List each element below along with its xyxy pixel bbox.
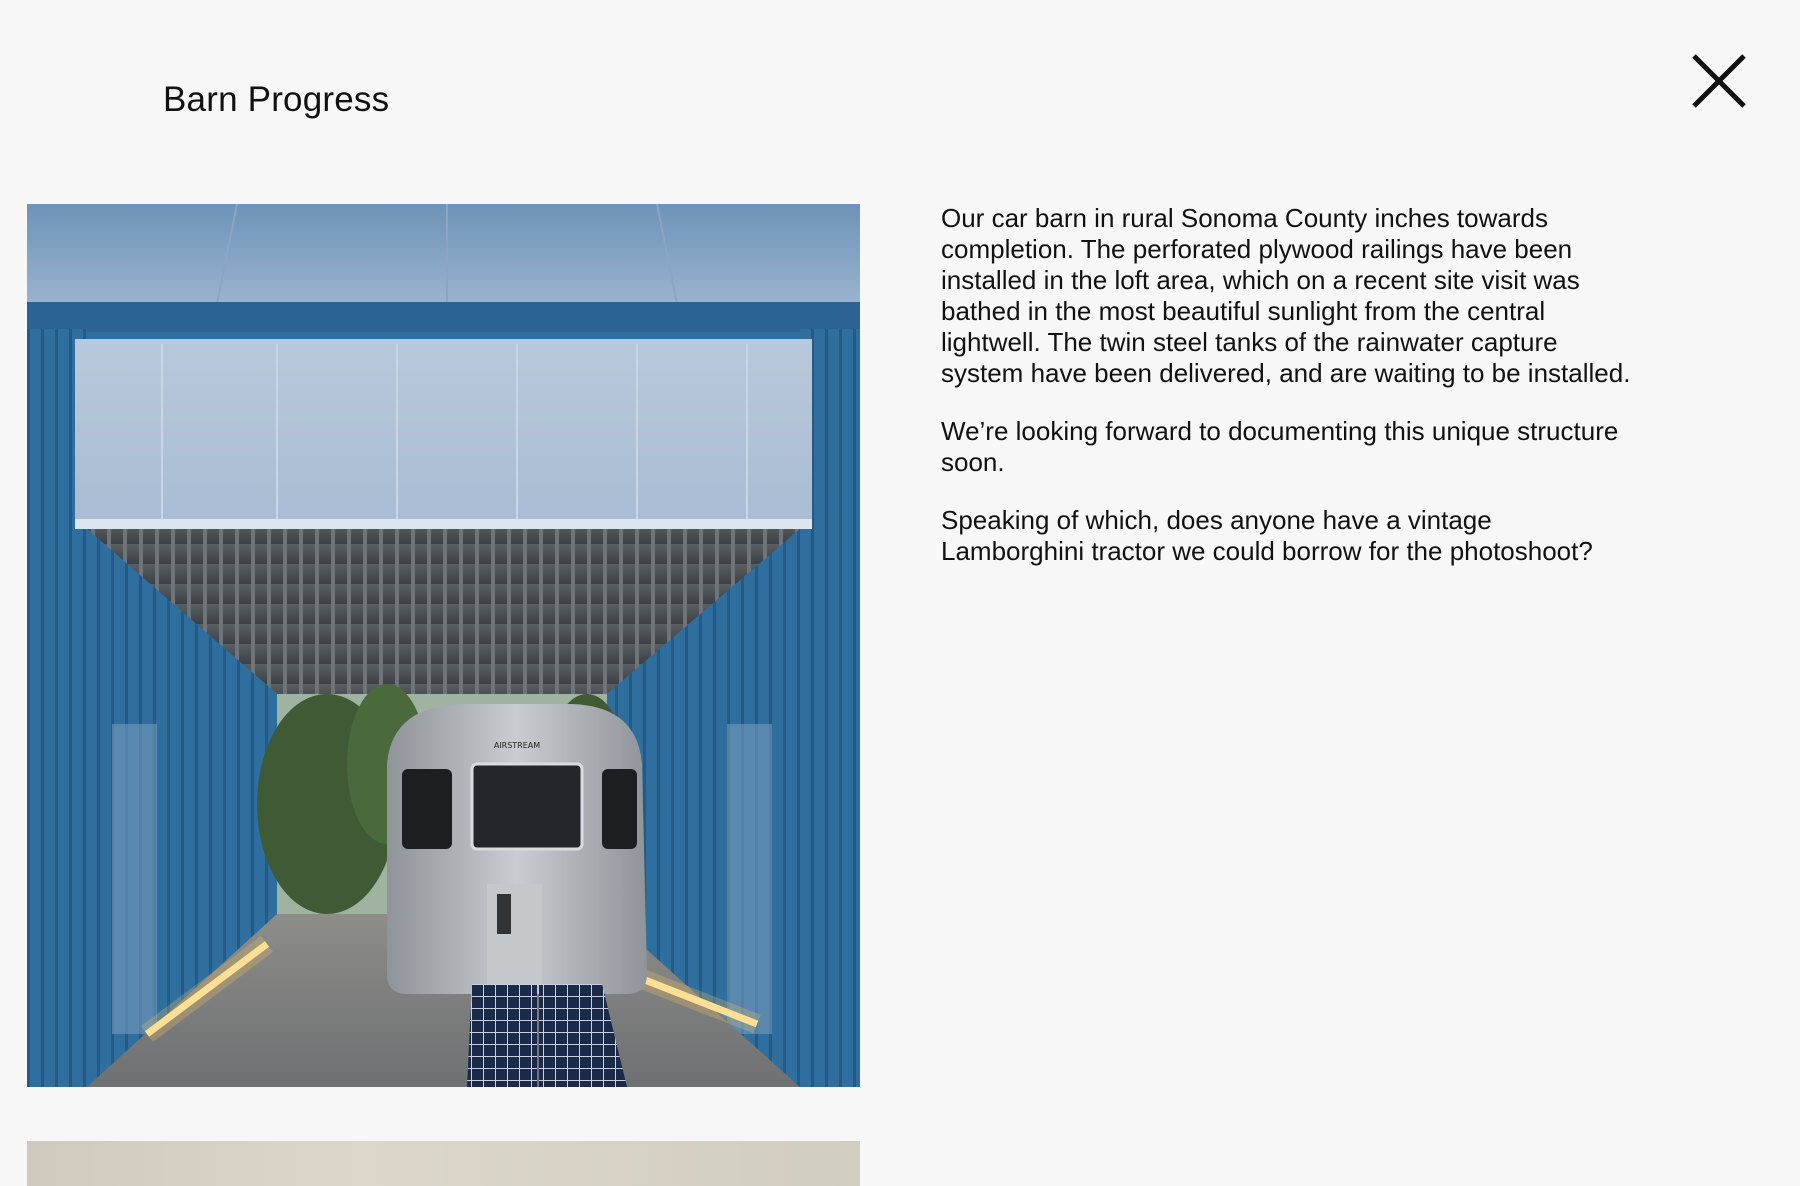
close-button[interactable]: [1688, 50, 1750, 112]
paragraph: Our car barn in rural Sonoma County inches towards completion. The perforated plywood railings have been installed in the loft area, which on a recent site visit was bathed in the most beautiful sunlight from the central lightwell. The twin steel tanks of the rainwater capture system have been delivered, and are waiting to be installed.: [941, 203, 1631, 388]
article-text: [941, 203, 1641, 594]
paragraph: Speaking of which, does anyone have a vintage Lamborghini tractor we could borrow for the photoshoot?: [941, 505, 1593, 566]
barn-photo: [27, 204, 860, 1087]
page-title: Barn Progress: [163, 80, 390, 119]
next-photo-partial: [27, 1141, 860, 1186]
barn-illustration: [27, 204, 860, 1087]
trailer-label: AIRSTREAM: [493, 741, 541, 750]
close-icon: [1688, 50, 1750, 112]
paragraph: We’re looking forward to documenting this unique structure soon.: [941, 416, 1619, 477]
